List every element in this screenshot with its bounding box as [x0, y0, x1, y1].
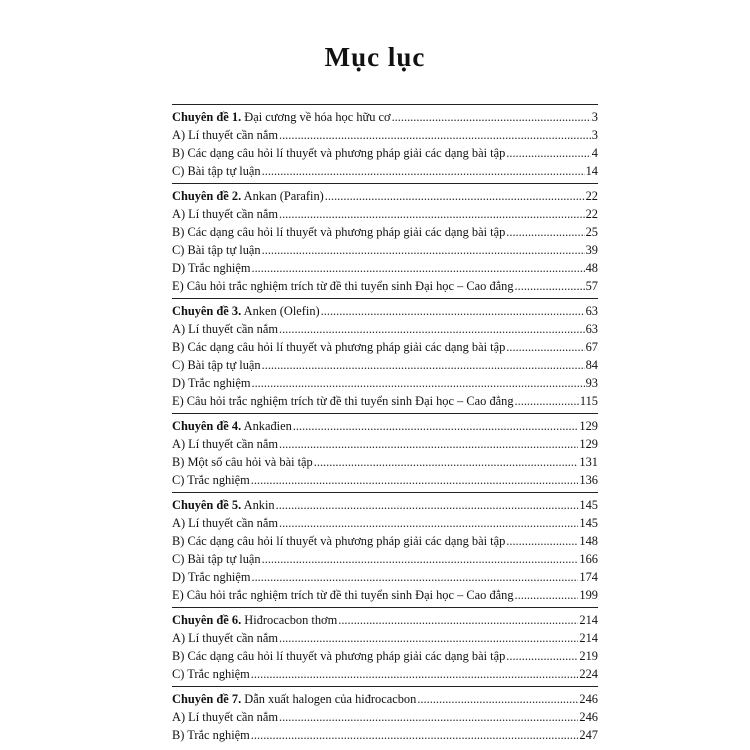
entry-label: E) Câu hỏi trắc nghiệm trích từ đề thi tuyển sinh Đại học – Cao đẳng — [172, 279, 514, 293]
chapter-label — [172, 187, 324, 205]
toc-entry[interactable] — [172, 514, 598, 532]
dot-leader — [251, 374, 584, 392]
page-number: 131 — [579, 455, 598, 469]
entry-label: B) Các dạng câu hỏi lí thuyết và phương pháp giải các dạng bài tập — [172, 534, 506, 548]
dot-leader — [262, 356, 585, 374]
page-number: 25 — [585, 225, 598, 239]
dot-leader — [279, 126, 591, 144]
entry-label: E) Câu hỏi trắc nghiệm trích từ đề thi tuyển sinh Đại học – Cao đẳng — [172, 394, 514, 408]
toc-entry[interactable] — [172, 629, 598, 647]
dot-leader — [392, 108, 591, 126]
dot-leader — [321, 302, 585, 320]
toc-chapter-heading[interactable] — [172, 187, 598, 205]
chapter-label — [172, 690, 416, 708]
dot-leader — [251, 665, 579, 683]
toc-entry[interactable] — [172, 338, 598, 356]
toc-entry[interactable] — [172, 532, 598, 550]
entry-label: A) Lí thuyết cần nắm — [172, 516, 278, 530]
page-number: 148 — [579, 534, 598, 548]
dot-leader — [325, 187, 585, 205]
page-number: 246 — [579, 692, 598, 706]
toc-entry[interactable] — [172, 708, 598, 726]
chapter-title: Ankađien — [241, 419, 292, 433]
page-number: 3 — [591, 110, 598, 124]
entry-label: D) Trắc nghiệm — [172, 570, 251, 584]
dot-leader — [506, 144, 591, 162]
entry-label: C) Trắc nghiệm — [172, 473, 250, 487]
entry-label: B) Các dạng câu hỏi lí thuyết và phương pháp giải các dạng bài tập — [172, 146, 506, 160]
toc-entry[interactable] — [172, 241, 598, 259]
dot-leader — [279, 435, 578, 453]
entry-label: D) Trắc nghiệm — [172, 376, 251, 390]
dot-leader — [279, 629, 578, 647]
page-number: 129 — [579, 437, 598, 451]
dot-leader — [262, 162, 585, 180]
page-number: 219 — [579, 649, 598, 663]
toc-entry[interactable] — [172, 550, 598, 568]
toc-entry[interactable] — [172, 374, 598, 392]
dot-leader — [251, 726, 579, 744]
chapter-title: Anken (Olefin) — [241, 304, 320, 318]
entry-label: C) Bài tập tự luận — [172, 243, 261, 257]
entry-label: A) Lí thuyết cần nắm — [172, 631, 278, 645]
page-number: 224 — [579, 667, 598, 681]
toc-chapter-heading[interactable] — [172, 690, 598, 708]
dot-leader — [262, 550, 579, 568]
chapter-number: Chuyên đề 4. — [172, 419, 242, 433]
toc-section — [172, 298, 598, 410]
entry-label: A) Lí thuyết cần nắm — [172, 128, 278, 142]
dot-leader — [279, 708, 578, 726]
toc-section — [172, 183, 598, 295]
chapter-number: Chuyên đề 3. — [172, 304, 242, 318]
page-number: 145 — [579, 498, 598, 512]
toc-chapter-heading[interactable] — [172, 611, 598, 629]
toc-chapter-heading[interactable] — [172, 302, 598, 320]
toc-entry[interactable] — [172, 453, 598, 471]
page-number: 84 — [585, 358, 598, 372]
entry-label: B) Các dạng câu hỏi lí thuyết và phương pháp giải các dạng bài tập — [172, 649, 506, 663]
entry-label: C) Bài tập tự luận — [172, 164, 261, 178]
dot-leader — [251, 259, 584, 277]
entry-label: A) Lí thuyết cần nắm — [172, 710, 278, 724]
entry-label: B) Một số câu hỏi và bài tập — [172, 455, 313, 469]
dot-leader — [279, 320, 585, 338]
page-number: 63 — [585, 322, 598, 336]
toc-entry[interactable] — [172, 205, 598, 223]
toc-entry[interactable] — [172, 586, 598, 604]
page-number: 4 — [591, 146, 598, 160]
toc-section — [172, 413, 598, 489]
toc-entry[interactable] — [172, 435, 598, 453]
page-number: 246 — [579, 710, 598, 724]
page-number: 136 — [579, 473, 598, 487]
chapter-label — [172, 417, 292, 435]
toc-chapter-heading[interactable] — [172, 417, 598, 435]
chapter-number: Chuyên đề 6. — [172, 613, 242, 627]
entry-label: A) Lí thuyết cần nắm — [172, 322, 278, 336]
dot-leader — [506, 338, 584, 356]
toc-entry[interactable] — [172, 144, 598, 162]
toc-section — [172, 492, 598, 604]
toc-entry[interactable] — [172, 665, 598, 683]
dot-leader — [417, 690, 578, 708]
chapter-title: Ankan (Parafin) — [241, 189, 324, 203]
page-number: 63 — [585, 304, 598, 318]
chapter-title: Hiđrocacbon thơm — [241, 613, 338, 627]
page-number: 67 — [585, 340, 598, 354]
dot-leader — [279, 205, 585, 223]
page-number: 214 — [579, 631, 598, 645]
dot-leader — [314, 453, 579, 471]
entry-label: A) Lí thuyết cần nắm — [172, 437, 278, 451]
page-number: 48 — [585, 261, 598, 275]
page-number: 39 — [585, 243, 598, 257]
toc-entry[interactable] — [172, 471, 598, 489]
dot-leader — [515, 392, 579, 410]
chapter-title: Ankin — [241, 498, 275, 512]
page-number: 93 — [585, 376, 598, 390]
toc-entry[interactable] — [172, 162, 598, 180]
page-number: 174 — [579, 570, 598, 584]
toc-section — [172, 104, 598, 180]
chapter-title: Đại cương về hóa học hữu cơ — [241, 110, 391, 124]
dot-leader — [506, 223, 584, 241]
dot-leader — [276, 496, 579, 514]
toc-chapter-heading[interactable] — [172, 108, 598, 126]
dot-leader — [338, 611, 578, 629]
entry-label: B) Trắc nghiệm — [172, 728, 250, 742]
toc-entry[interactable] — [172, 126, 598, 144]
page-number: 115 — [579, 394, 598, 408]
dot-leader — [251, 471, 579, 489]
page-number: 214 — [579, 613, 598, 627]
chapter-title: Dẫn xuất halogen của hiđrocacbon — [241, 692, 417, 706]
toc-entry[interactable] — [172, 392, 598, 410]
toc-entry[interactable] — [172, 647, 598, 665]
entry-label: C) Bài tập tự luận — [172, 552, 261, 566]
toc-entry[interactable] — [172, 568, 598, 586]
dot-leader — [262, 241, 585, 259]
chapter-label — [172, 302, 320, 320]
table-of-contents — [172, 104, 598, 747]
entry-label: C) Bài tập tự luận — [172, 358, 261, 372]
toc-section — [172, 686, 598, 744]
chapter-number: Chuyên đề 2. — [172, 189, 242, 203]
dot-leader — [506, 647, 578, 665]
page-number: 247 — [579, 728, 598, 742]
page-title: Mục lục — [324, 42, 426, 72]
page-number: 22 — [585, 189, 598, 203]
dot-leader — [515, 277, 585, 295]
toc-entry[interactable] — [172, 320, 598, 338]
page-number: 22 — [585, 207, 598, 221]
toc-entry[interactable] — [172, 259, 598, 277]
entry-label: E) Câu hỏi trắc nghiệm trích từ đề thi tuyển sinh Đại học – Cao đẳng — [172, 588, 514, 602]
page-number: 166 — [579, 552, 598, 566]
chapter-number: Chuyên đề 5. — [172, 498, 242, 512]
entry-label: D) Trắc nghiệm — [172, 261, 251, 275]
entry-label: C) Trắc nghiệm — [172, 667, 250, 681]
dot-leader — [506, 532, 578, 550]
entry-label: B) Các dạng câu hỏi lí thuyết và phương pháp giải các dạng bài tập — [172, 340, 506, 354]
entry-label: B) Các dạng câu hỏi lí thuyết và phương pháp giải các dạng bài tập — [172, 225, 506, 239]
toc-entry[interactable] — [172, 356, 598, 374]
chapter-label — [172, 611, 337, 629]
dot-leader — [515, 586, 579, 604]
dot-leader — [279, 514, 578, 532]
page-number: 199 — [579, 588, 598, 602]
toc-entry[interactable] — [172, 726, 598, 744]
chapter-number: Chuyên đề 1. — [172, 110, 242, 124]
toc-chapter-heading[interactable] — [172, 496, 598, 514]
page-number: 129 — [579, 419, 598, 433]
chapter-label — [172, 496, 275, 514]
page-number: 14 — [585, 164, 598, 178]
dot-leader — [251, 568, 578, 586]
toc-section — [172, 607, 598, 683]
chapter-number: Chuyên đề 7. — [172, 692, 242, 706]
page-number: 145 — [579, 516, 598, 530]
page-number: 3 — [591, 128, 598, 142]
chapter-label — [172, 108, 391, 126]
page-number: 57 — [585, 279, 598, 293]
entry-label: A) Lí thuyết cần nắm — [172, 207, 278, 221]
toc-entry[interactable] — [172, 277, 598, 295]
toc-entry[interactable] — [172, 223, 598, 241]
dot-leader — [293, 417, 579, 435]
